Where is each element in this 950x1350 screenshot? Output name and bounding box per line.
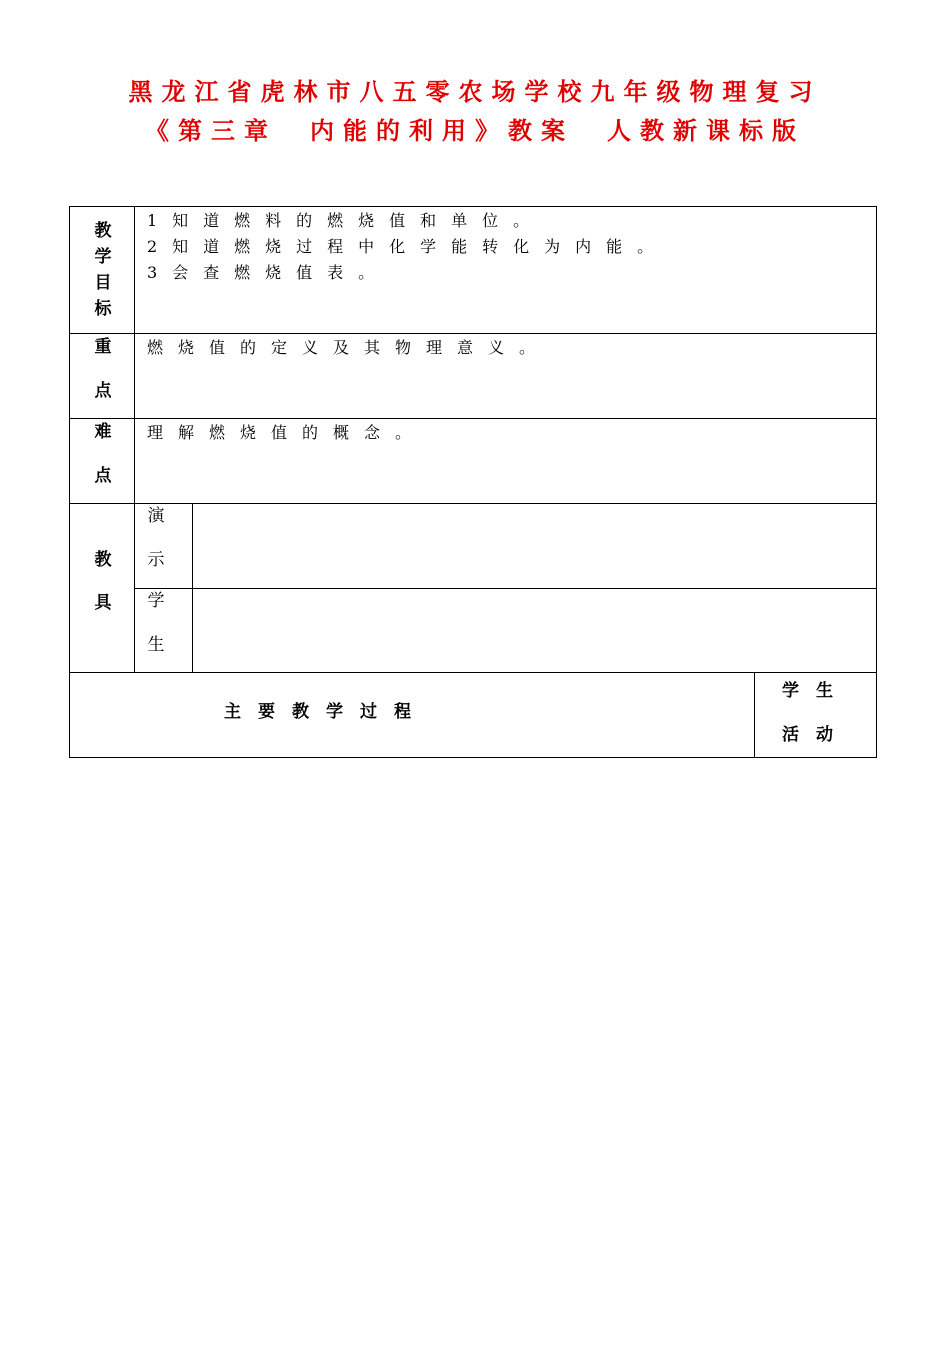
student-activity-line-1: 学 生 [782,681,833,701]
objective-item-3: 3会查燃烧值表。 [147,263,390,282]
objectives-label-1: 教 [94,221,112,241]
process-header-cell [69,672,755,758]
document-title-line2: 《第三章 内能的利用》教案 人教新课标版 [145,117,805,145]
student-activity-line-2: 活 动 [782,725,833,745]
key-points-text: 燃烧值的定义及其物理意义。 [147,338,551,357]
teaching-aids-label-cell [69,503,135,673]
difficulties-label-1: 难 [94,422,112,442]
key-points-label-2: 点 [94,381,112,401]
difficulties-label-2: 点 [94,466,112,486]
process-header-text: 主 要 教 学 过 程 [224,702,411,722]
objectives-label-3: 目 [94,273,112,293]
document-title-line1: 黑龙江省虎林市八五零农场学校九年级物理复习 [128,78,822,106]
demo-content-cell [192,503,877,589]
objectives-label-4: 标 [94,299,112,319]
demo-label-1: 演 [147,506,165,526]
objective-item-2: 2知道燃烧过程中化学能转化为内能。 [147,237,669,256]
teaching-aids-label-1: 教 [94,550,112,570]
objectives-label-2: 学 [94,247,112,267]
demo-label-2: 示 [147,550,165,570]
difficulties-text: 理解燃烧值的概念。 [147,423,427,442]
student-label-2: 生 [147,635,165,655]
student-label-1: 学 [147,591,165,611]
objective-item-1: 1知道燃料的燃烧值和单位。 [147,211,545,230]
key-points-label-1: 重 [94,337,112,357]
teaching-aids-label-2: 具 [94,593,112,613]
student-content-cell [192,588,877,673]
